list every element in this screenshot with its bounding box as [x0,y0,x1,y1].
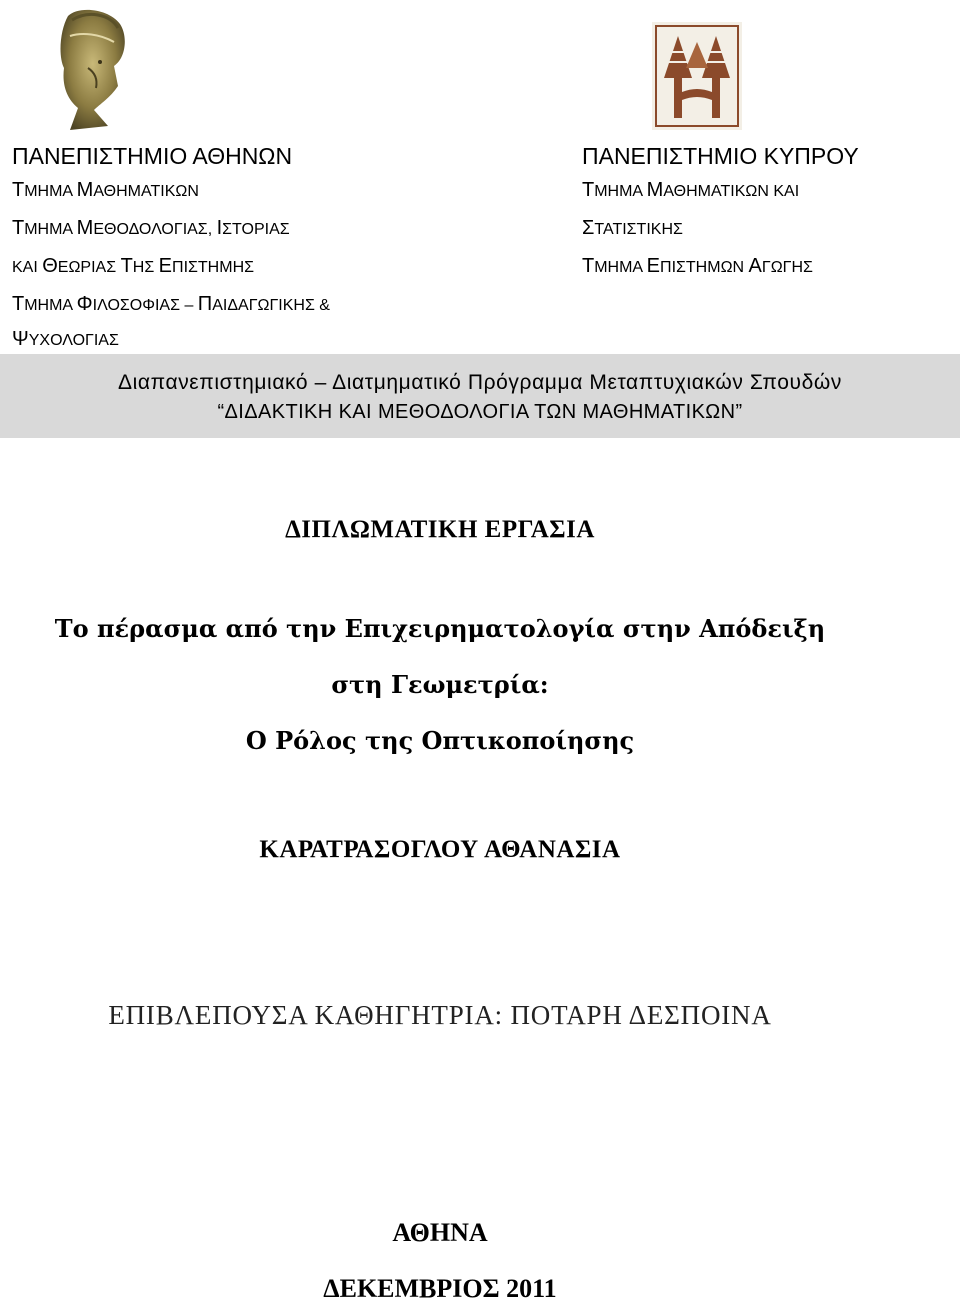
cyprus-university-logo [652,22,742,130]
supervisor: ΕΠΙΒΛΕΠΟΥΣΑ ΚΑΘΗΓΗΤΡΙΑ: ΠΟΤΑΡΗ ΔΕΣΠΟΙΝΑ [108,1000,772,1030]
dept-mathematics-statistics: ΤΜΗΜΑ ΜΑΘΗΜΑΤΙΚΩΝ ΚΑΙ [582,179,800,201]
dept-mathematics: ΤΜΗΜΑ ΜΑΘΗΜΑΤΙΚΩΝ [12,179,199,201]
thesis-title-line-2: στη Γεωμετρία: [331,670,549,699]
dept-philosophy-pedagogy: ΤΜΗΜΑ ΦΙΛΟΣΟΦΙΑΣ – ΠΑΙΔΑΓΩΓΙΚΗΣ & [12,293,330,315]
thesis-title-line-3: Ο Ρόλος της Οπτικοποίησης [245,726,635,755]
cyprus-university-name: ΠΑΝΕΠΙΣΤΗΜΙΟ ΚΥΠΡΟΥ [582,143,859,169]
program-banner [0,354,960,438]
dept-theory-of-science: ΚΑΙ ΘΕΩΡΙΑΣ ΤΗΣ ΕΠΙΣΤΗΜΗΣ [12,255,255,277]
program-name: Διαπανεπιστημιακό – Διατμηματικό Πρόγραμμα Μεταπτυχιακών Σπουδών [118,371,842,394]
dept-statistics: ΣΤΑΤΙΣΤΙΚΗΣ [582,217,683,239]
athens-university-logo [48,6,140,132]
dept-psychology: ΨΥΧΟΛΟΓΙΑΣ [12,328,119,350]
athens-university-name: ΠΑΝΕΠΙΣΤΗΜΙΟ ΑΘΗΝΩΝ [12,143,293,169]
program-title: “ΔΙΔΑΚΤΙΚΗ ΚΑΙ ΜΕΘΟΔΟΛΟΓΙΑ ΤΩΝ ΜΑΘΗΜΑΤΙΚΩΝ” [217,401,743,423]
cyprus-departments [582,140,952,286]
city: ΑΘΗΝΑ [392,1218,488,1247]
thesis-type: ΔΙΠΛΩΜΑΤΙΚΗ ΕΡΓΑΣΙΑ [285,516,595,543]
date: ΔΕΚΕΜΒΡΙΟΣ 2011 [323,1274,557,1303]
author-name: ΚΑΡΑΤΡΑΣΟΓΛΟΥ ΑΘΑΝΑΣΙΑ [259,836,621,863]
dept-methodology-history: ΤΜΗΜΑ ΜΕΘΟΔΟΛΟΓΙΑΣ, ΙΣΤΟΡΙΑΣ [12,217,290,239]
athens-departments [12,140,572,356]
dept-education-sciences: ΤΜΗΜΑ ΕΠΙΣΤΗΜΩΝ ΑΓΩΓΗΣ [582,255,813,277]
thesis-title-line-1: Το πέρασμα από την Επιχειρηματολογία στην Απόδειξη [54,614,826,643]
